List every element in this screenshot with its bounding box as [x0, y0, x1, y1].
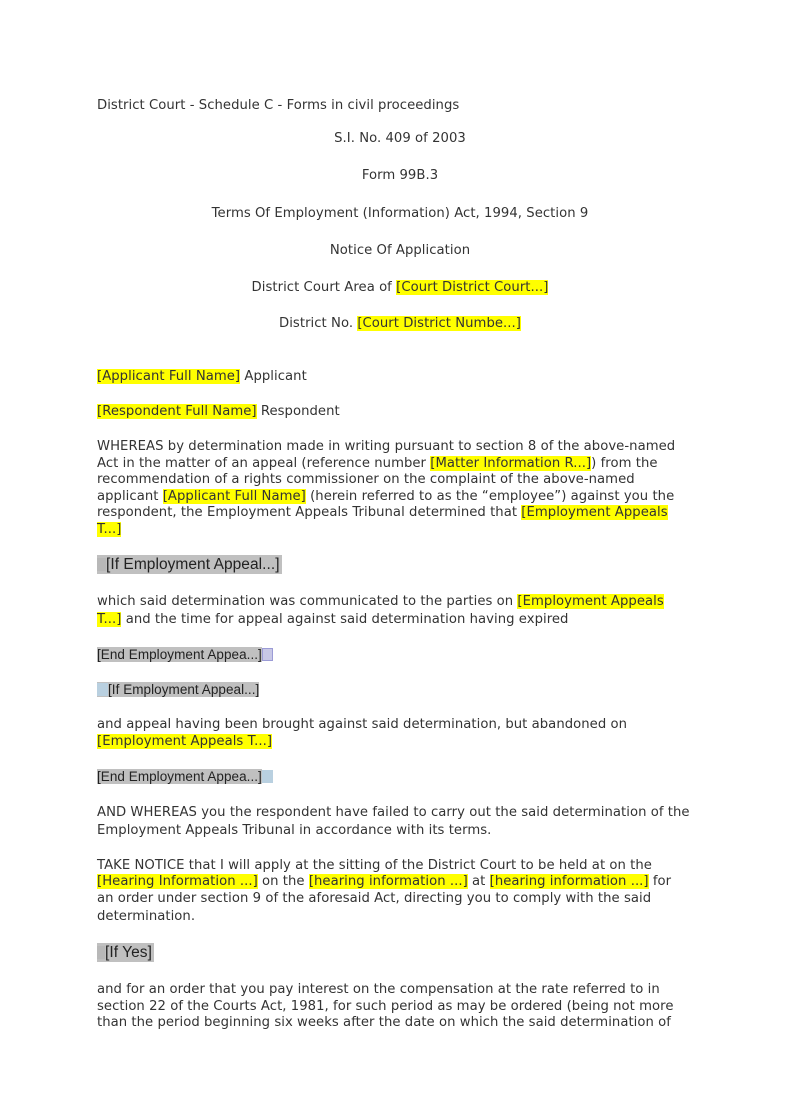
take-notice-text: at [467, 874, 490, 889]
employment-appeals-field-2a[interactable]: [Employment Appeals [517, 594, 664, 609]
matter-information-field[interactable]: [Matter Information R...] [430, 456, 592, 471]
take-notice-text: for [648, 874, 672, 889]
whereas-line-2 [97, 455, 658, 472]
whereas-line-4 [97, 488, 674, 505]
applicant-name-field[interactable]: [Applicant Full Name] [97, 369, 241, 384]
form-number: Form 99B.3 [361, 168, 439, 183]
cond2-line-2 [97, 733, 272, 750]
field-marker-icon [97, 946, 105, 959]
field-marker-icon [97, 558, 106, 571]
whereas-text: Act in the matter of an appeal (reference number [97, 456, 431, 471]
hearing-information-field-3[interactable]: [hearing information ...] [489, 874, 649, 889]
end-employment-appeal-1[interactable] [97, 646, 273, 664]
if-yes-conditional[interactable] [97, 943, 154, 962]
take-notice-line-3: an order under section 9 of the aforesaid Act, directing you to comply with the said [97, 891, 652, 906]
end-employment-appeal-2[interactable] [97, 768, 273, 786]
conditional-end-field[interactable]: [End Employment Appea...] [97, 647, 262, 662]
applicant-label: Applicant [240, 369, 307, 384]
and-whereas-line-2: Employment Appeals Tribunal in accordance with its terms. [97, 823, 492, 838]
and-whereas-line-1: AND WHEREAS you the respondent have failed to carry out the said determination of the [97, 805, 690, 820]
respondent-label: Respondent [256, 404, 340, 419]
cond1-line-1 [97, 593, 664, 610]
cond1-text: which said determination was communicated to the parties on [97, 594, 518, 609]
court-area-label: District Court Area of [251, 280, 397, 295]
field-marker-icon [262, 648, 273, 661]
conditional-label: [If Employment Appeal...] [106, 556, 280, 573]
notice-title: Notice Of Application [329, 243, 471, 258]
district-number-field[interactable]: [Court District Numbe...] [357, 316, 521, 331]
court-area-line [0, 279, 800, 296]
conditional-start-field[interactable] [97, 682, 259, 697]
employment-appeals-field-1a[interactable]: [Employment Appeals [521, 505, 668, 520]
si-number: S.I. No. 409 of 2003 [334, 131, 466, 146]
take-notice-line-4: determination. [97, 909, 196, 924]
court-district-field[interactable]: [Court District Court...] [396, 280, 549, 295]
conditional-label: [If Yes] [105, 944, 152, 961]
whereas-text: applicant [97, 489, 163, 504]
respondent-name-field[interactable]: [Respondent Full Name] [97, 404, 257, 419]
employment-appeals-field-3[interactable]: [Employment Appeals T...] [97, 734, 273, 749]
whereas-text: respondent, the Employment Appeals Tribunal determined that [97, 505, 522, 520]
if-yes-field[interactable] [97, 943, 154, 962]
whereas-text: ) from the [591, 456, 658, 471]
if-employment-appeal-2[interactable] [97, 681, 259, 699]
field-marker-icon [97, 683, 108, 696]
cond2-line-1: and appeal having been brought against said determination, but abandoned on [97, 717, 628, 732]
cond1-line-2 [97, 611, 568, 628]
take-notice-text: on the [257, 874, 309, 889]
act-title: Terms Of Employment (Information) Act, 1994, Section 9 [211, 206, 589, 221]
whereas-text: (herein referred to as the “employee”) against you the [305, 489, 675, 504]
schedule-heading: District Court - Schedule C - Forms in civil proceedings [97, 98, 460, 113]
whereas-line-1: WHEREAS by determination made in writing pursuant to section 8 of the above-named [97, 439, 676, 454]
employment-appeals-field-1b[interactable]: T...] [97, 522, 122, 537]
hearing-information-field-2[interactable]: [hearing information ...] [308, 874, 468, 889]
employment-appeals-field-2b[interactable]: T...] [97, 612, 122, 627]
if-yes-line-3: than the period beginning six weeks after the date on which the said determination of [97, 1015, 671, 1030]
field-marker-icon [262, 770, 273, 783]
applicant-name-field-2[interactable]: [Applicant Full Name] [162, 489, 306, 504]
whereas-line-6 [97, 521, 121, 538]
applicant-line [97, 368, 307, 385]
if-employment-appeal-1[interactable] [97, 555, 282, 574]
whereas-line-5 [97, 504, 668, 521]
conditional-start-field[interactable] [97, 555, 282, 574]
conditional-end-field[interactable]: [End Employment Appea...] [97, 769, 262, 784]
cond1-text: and the time for appeal against said determination having expired [121, 612, 569, 627]
district-number-label: District No. [279, 316, 358, 331]
hearing-information-field-1[interactable]: [Hearing Information ...] [97, 874, 258, 889]
respondent-line [97, 403, 340, 420]
whereas-line-3: recommendation of a rights commissioner on the complaint of the above-named [97, 472, 635, 487]
if-yes-line-2: section 22 of the Courts Act, 1981, for such period as may be ordered (being not more [97, 999, 674, 1014]
if-yes-line-1: and for an order that you pay interest on the compensation at the rate referred to in [97, 982, 660, 997]
take-notice-line-1: TAKE NOTICE that I will apply at the sitting of the District Court to be held at on the [97, 858, 652, 873]
take-notice-line-2 [97, 873, 671, 890]
conditional-label: [If Employment Appeal...] [108, 682, 260, 697]
district-number-line [0, 315, 800, 332]
